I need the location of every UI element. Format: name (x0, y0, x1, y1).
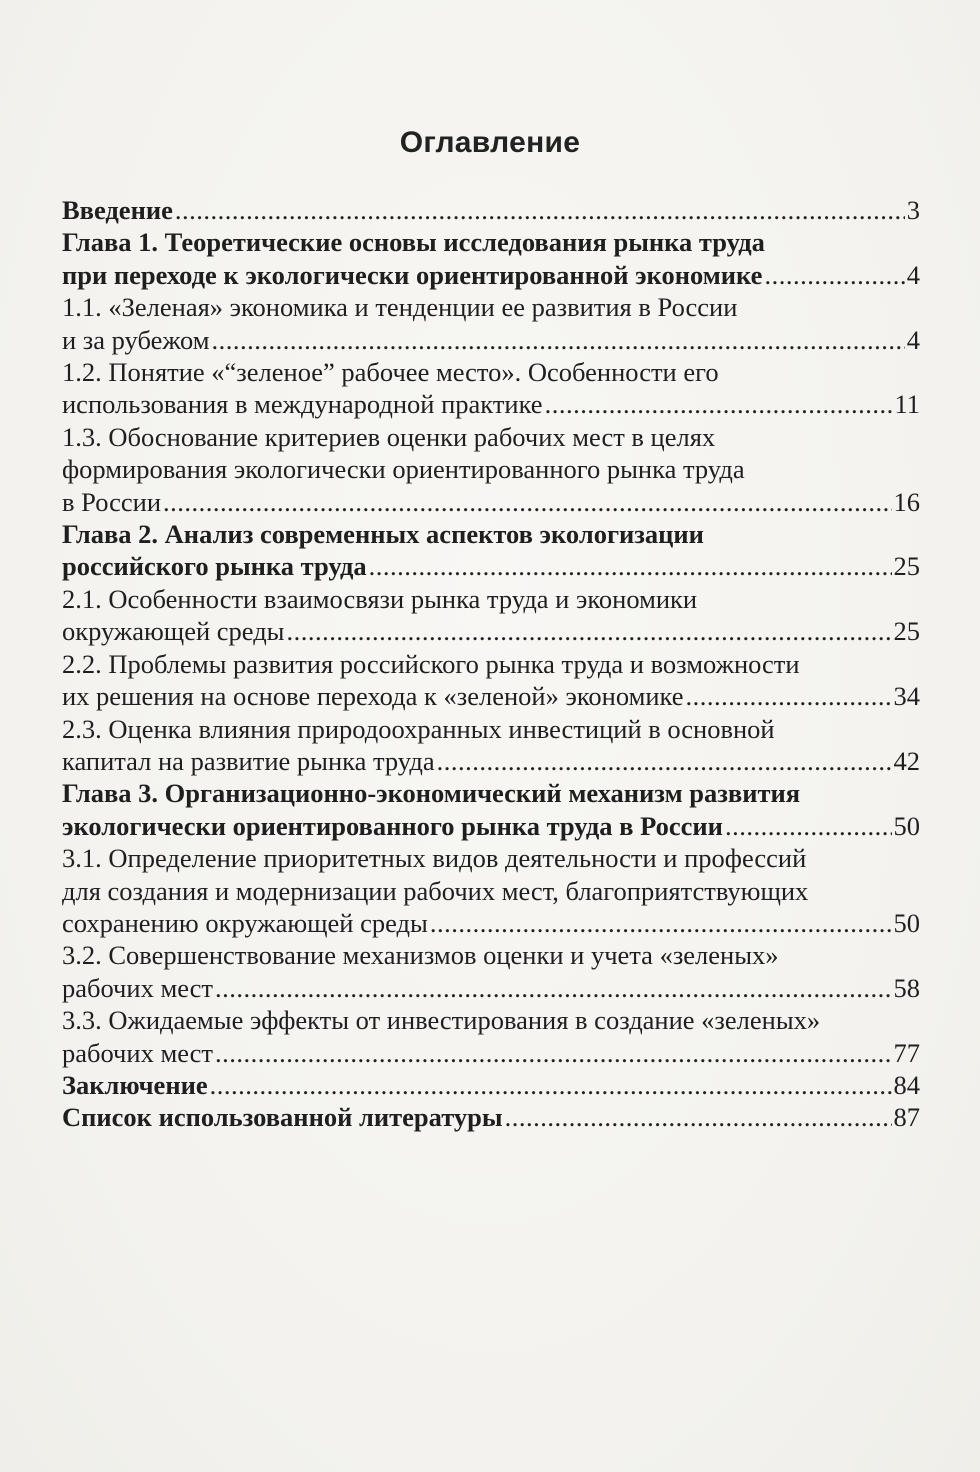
toc-entry-line: 3.3. Ожидаемые эффекты от инвестирования в создание «зеленых» (62, 1005, 821, 1036)
dot-leader (212, 324, 905, 356)
dot-leader (163, 486, 891, 518)
toc-entry-text: Заключение (62, 1069, 208, 1100)
toc-entry-text: при переходе к экологически ориентированной экономике (62, 259, 763, 290)
toc-entry-last-line (62, 1037, 920, 1069)
toc-entry (62, 583, 920, 648)
toc-entry-last-line (62, 745, 920, 777)
page-number: 3 (906, 195, 920, 225)
page-number: 87 (893, 1102, 920, 1133)
toc-entry (62, 1069, 920, 1101)
toc-entry-last-line (62, 810, 920, 842)
toc-entry-line: Глава 1. Теоретические основы исследования рынка труда (62, 227, 765, 258)
toc-entry-line: для создания и модернизации рабочих мест, благоприятствующих (62, 875, 809, 906)
toc-entry-last-line (62, 680, 920, 712)
dot-leader (505, 1101, 892, 1133)
toc-entry-line: 3.1. Определение приоритетных видов деятельности и профессий (62, 843, 807, 874)
dot-leader (175, 194, 905, 226)
page-number: 50 (893, 907, 920, 938)
toc-entry-line: 1.3. Обоснование критериев оценки рабочих мест в целях (62, 421, 716, 452)
toc-entry-text: использования в международной практике (62, 389, 543, 420)
dot-leader (215, 1037, 892, 1069)
page-title: Оглавление (399, 126, 581, 159)
toc-entry (62, 356, 920, 421)
toc-entry-last-line (62, 486, 920, 518)
toc-entry-line: 3.2. Совершенствование механизмов оценки и учета «зеленых» (62, 940, 779, 971)
dot-leader (215, 972, 892, 1004)
toc-entry-last-line (62, 550, 920, 582)
toc-entry-text: Список использованной литературы (62, 1102, 503, 1133)
toc-entry-text: экологически ориентированного рынка труда в России (62, 810, 723, 841)
page-number: 4 (906, 324, 920, 355)
page-number: 4 (906, 259, 920, 290)
page-number: 11 (894, 389, 920, 420)
toc-entry-last-line (62, 259, 920, 291)
toc-entry-line: 1.1. «Зеленая» экономика и тенденции ее развития в России (62, 292, 738, 323)
page-number: 25 (893, 616, 920, 647)
dot-leader (725, 810, 892, 842)
dot-leader (686, 680, 892, 712)
toc-entry-text: рабочих мест (62, 972, 213, 1003)
toc-entry-line: 2.1. Особенности взаимосвязи рынка труда и экономики (62, 583, 698, 614)
toc-entry-last-line (62, 194, 920, 226)
toc-entry-text: окружающей среды (62, 616, 285, 647)
toc-entry-text: Введение (62, 195, 173, 225)
page-number: 58 (893, 972, 920, 1003)
toc-entry-text: в России (62, 486, 162, 517)
dot-leader (430, 907, 892, 939)
page-number: 34 (893, 681, 920, 712)
toc-entry-line: Глава 2. Анализ современных аспектов экологизации (62, 519, 704, 550)
toc-entry-last-line (62, 907, 920, 939)
page-number: 25 (893, 551, 920, 582)
toc-entry (62, 226, 920, 291)
toc-entry-last-line (62, 615, 920, 647)
toc-entry-text: и за рубежом (62, 324, 210, 355)
toc-entry-text: рабочих мест (62, 1037, 213, 1068)
toc-entry (62, 518, 920, 583)
dot-leader (764, 259, 904, 291)
toc-entry (62, 1101, 920, 1133)
toc-entry-line: формирования экологически ориентированного рынка труда (62, 454, 745, 485)
toc-entry-last-line (62, 388, 920, 420)
toc-entry-line: Глава 3. Организационно-экономический механизм развития (62, 778, 801, 809)
toc-entry-line: 2.2. Проблемы развития российского рынка труда и возможности (62, 648, 800, 679)
toc-entry (62, 713, 920, 778)
dot-leader (286, 615, 891, 647)
page-number: 42 (893, 745, 920, 776)
toc-entry (62, 291, 920, 356)
toc-entry-last-line (62, 1101, 920, 1133)
toc-entry-text: российского рынка труда (62, 551, 367, 582)
toc-entry-text: капитал на развитие рынка труда (62, 745, 435, 776)
page-number: 50 (893, 810, 920, 841)
dot-leader (369, 550, 892, 582)
toc-entry-text: сохранению окружающей среды (62, 907, 428, 938)
toc-entry (62, 648, 920, 713)
toc-entry (62, 939, 920, 1004)
toc-entry-text: их решения на основе перехода к «зеленой» экономике (62, 681, 684, 712)
toc-entry (62, 1004, 920, 1069)
dot-leader (545, 388, 893, 420)
page-number: 84 (893, 1069, 920, 1100)
toc-entry (62, 777, 920, 842)
dot-leader (437, 745, 892, 777)
page-number: 77 (893, 1037, 920, 1068)
toc-entry (62, 842, 920, 939)
toc-entry-last-line (62, 1069, 920, 1101)
toc-entry-last-line (62, 324, 920, 356)
toc-entry-line: 2.3. Оценка влияния природоохранных инвестиций в основной (62, 713, 775, 744)
page-number: 16 (893, 486, 920, 517)
toc-entry-line: 1.2. Понятие «“зеленое” рабочее место». Особенности его (62, 357, 719, 388)
toc-entry (62, 194, 920, 226)
toc-entry-last-line (62, 972, 920, 1004)
dot-leader (210, 1069, 892, 1101)
toc-entry (62, 421, 920, 518)
table-of-contents (62, 194, 920, 1134)
